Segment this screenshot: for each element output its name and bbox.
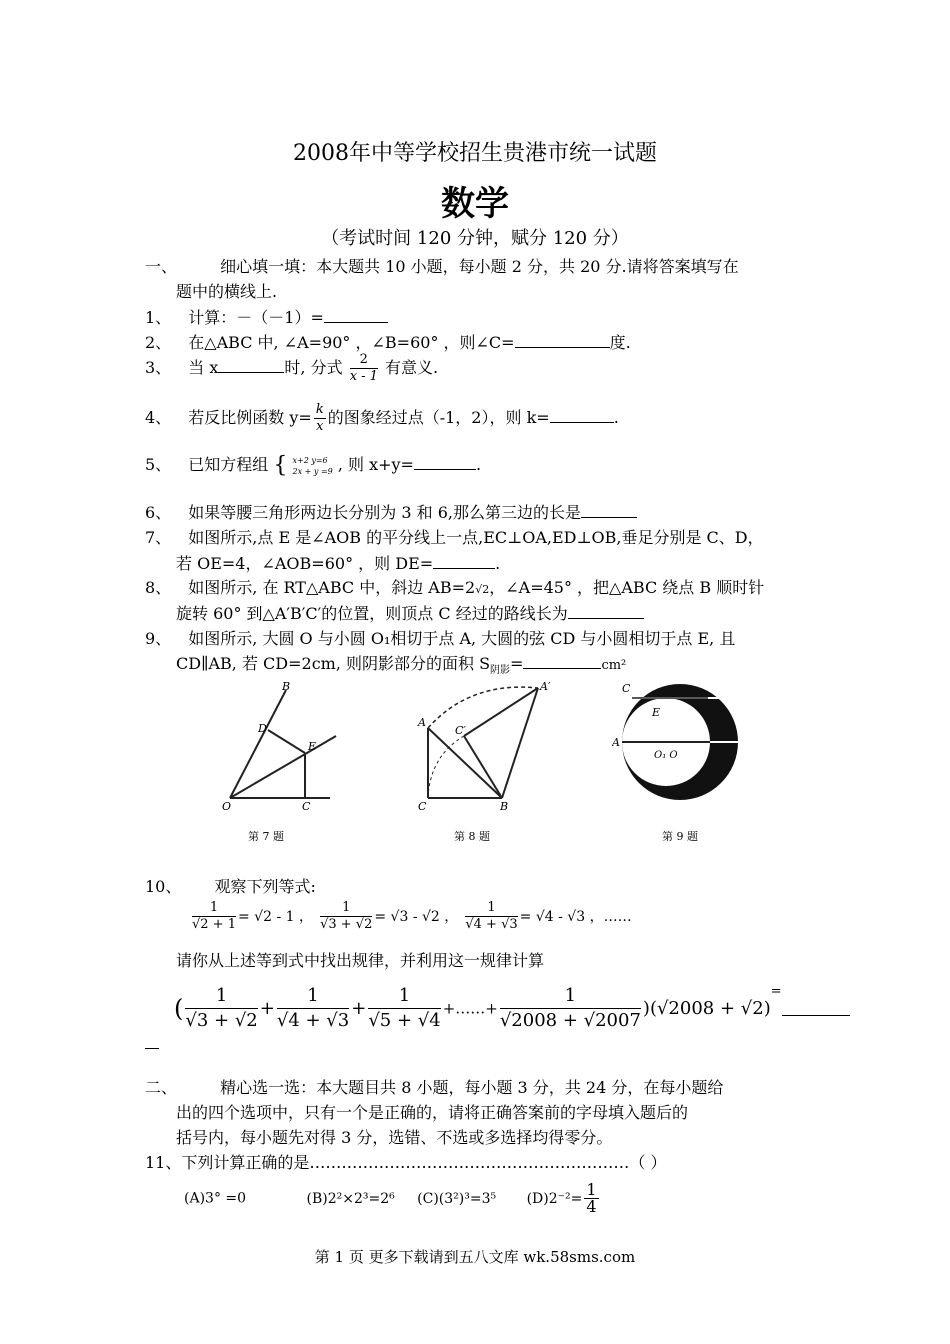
- question-text: 如图所示, 大圆 O 与小圆 O₁相切于点 A, 大圆的弦 CD 与小圆相切于点 E, 且: [188, 629, 736, 648]
- numerator: 1: [320, 900, 372, 917]
- label-o1-o: O₁ O: [654, 750, 678, 761]
- question-8-line2: [176, 601, 644, 624]
- expression-tail: )(√2008 + √2): [642, 998, 771, 1019]
- numerator: k: [315, 402, 324, 417]
- equation-b: = √3 - √2 ，: [374, 909, 459, 925]
- question-2: [145, 330, 631, 353]
- ellipsis: +……+: [442, 999, 498, 1018]
- label-a: A: [418, 716, 426, 729]
- section1-heading-line2: 题中的横线上.: [176, 282, 278, 301]
- equals: =: [770, 984, 782, 999]
- question-11: [145, 1150, 666, 1173]
- denominator: √2 + 1: [192, 917, 236, 932]
- question-10-examples: [190, 900, 632, 933]
- question-number: 7、: [145, 528, 172, 547]
- fraction: [350, 352, 378, 385]
- question-text: 如图所示,点 E 是∠AOB 的平分线上一点,EC⊥OA,ED⊥OB,垂足分别是 C、D，: [188, 528, 764, 547]
- section-text: 精心选一选：本大题目共 8 小题，每小题 3 分，共 24 分，在每小题给: [220, 1078, 724, 1097]
- label-c: C: [302, 800, 311, 813]
- section2-heading-line2: 出的四个选项中，只有一个是正确的，请将正确答案前的字母填入题后的: [176, 1103, 689, 1122]
- numerator: 1: [500, 984, 641, 1009]
- subject-title: 数学: [441, 184, 509, 224]
- sqrt-value: √2: [475, 583, 490, 596]
- fraction: [368, 984, 440, 1033]
- label-e: E: [308, 740, 317, 753]
- page-footer: 第 1 页 更多下载请到五八文库 wk.58sms.com: [314, 1248, 636, 1266]
- denominator: 4: [586, 1197, 597, 1216]
- question-number: 1、: [145, 308, 172, 327]
- denominator: √3 + √2: [320, 917, 373, 932]
- equation-c: = √4 - √3 ，……: [519, 909, 632, 925]
- question-text: 计算：－（－1）=: [188, 308, 324, 327]
- exam-info: （考试时间 120 分钟，赋分 120 分）: [321, 228, 629, 249]
- question-number: 9、: [145, 629, 172, 648]
- label-o: O: [222, 800, 232, 813]
- answer-blank[interactable]: [581, 503, 637, 518]
- question-4: [145, 402, 619, 435]
- fraction: [192, 900, 236, 933]
- equation-system: [292, 455, 332, 477]
- question-text: 如果等腰三角形两边长分别为 3 和 6,那么第三边的长是: [188, 503, 581, 522]
- question-number: 11、: [145, 1153, 182, 1172]
- denominator: √2008 + √2007: [499, 1010, 641, 1031]
- fraction: [465, 900, 517, 933]
- question-number: 8、: [145, 578, 172, 597]
- question-end: .: [475, 455, 482, 474]
- exam-title: 2008年中等学校招生贵港市统一试题: [293, 141, 657, 166]
- section-number: 二、: [145, 1078, 178, 1097]
- question-text: 观察下列等式:: [214, 877, 316, 896]
- question-tail: 有意义.: [385, 358, 439, 377]
- question-text: 在△ABC 中, ∠A=90° ，∠B=60° ，则∠C=: [188, 333, 515, 352]
- question-6: [145, 500, 637, 523]
- section-text: 细心填一填：本大题共 10 小题，每小题 2 分，共 20 分.请将答案填写在: [220, 257, 739, 276]
- numerator: 1: [185, 984, 257, 1009]
- plus: +: [259, 998, 275, 1019]
- option-d[interactable]: (D)2⁻²=: [526, 1190, 583, 1207]
- label-e: E: [652, 706, 661, 719]
- numerator: 1: [586, 1180, 597, 1199]
- fraction: [185, 984, 257, 1033]
- plus: +: [351, 998, 367, 1019]
- label-a-prime: A′: [540, 680, 551, 693]
- question-7-line2: [176, 551, 500, 574]
- question-10-expression: [174, 984, 850, 1033]
- question-9: [145, 626, 735, 649]
- question-10: [145, 874, 316, 897]
- label-b: B: [739, 736, 748, 749]
- label-c: C: [418, 800, 427, 813]
- option-b[interactable]: (B)2²×2³=2⁶: [306, 1190, 395, 1207]
- equation-1: x+2 y=6: [292, 455, 328, 465]
- fraction: [584, 1182, 598, 1215]
- label-b: B: [282, 680, 291, 693]
- label-d: D: [258, 722, 267, 735]
- question-number: 10、: [145, 877, 182, 896]
- numerator: 1: [192, 900, 236, 917]
- denominator: √5 + √4: [368, 1010, 441, 1031]
- label-d: D: [726, 684, 735, 697]
- question-text: 若 OE=4，∠AOB=60° ，则 DE=: [176, 554, 434, 573]
- question-5: [145, 452, 481, 478]
- question-3: [145, 352, 438, 385]
- label-a: A: [612, 736, 620, 749]
- answer-blank-continuation[interactable]: [145, 1048, 159, 1049]
- answer-blank[interactable]: [324, 308, 388, 323]
- question-text: 若反比例函数 y=: [188, 408, 312, 427]
- equals: =: [510, 654, 524, 673]
- answer-blank[interactable]: [568, 604, 644, 619]
- label-b: B: [500, 800, 509, 813]
- question-8: [145, 575, 764, 598]
- question-7: [145, 525, 764, 548]
- question-end: .: [495, 554, 501, 573]
- answer-blank[interactable]: [550, 408, 614, 423]
- answer-blank[interactable]: [414, 455, 476, 470]
- question-11-options: [184, 1182, 601, 1215]
- question-text: 当 x: [188, 358, 219, 377]
- fraction: [500, 984, 641, 1033]
- question-text-tail: , 则 x+y=: [337, 455, 414, 474]
- question-text-tail: 的图象经过点（-1，2），则 k=: [327, 408, 550, 427]
- section1-heading: [145, 254, 739, 277]
- fraction: [320, 900, 372, 933]
- option-a[interactable]: (A)3° =0: [184, 1190, 247, 1207]
- question-tail: 度.: [609, 333, 631, 352]
- section2-heading: [145, 1075, 723, 1098]
- fraction: [277, 984, 349, 1033]
- denominator: x: [316, 419, 324, 434]
- answer-blank[interactable]: [523, 654, 601, 669]
- question-10-line2: 请你从上述等到式中找出规律，并利用这一规律计算: [176, 951, 545, 970]
- brace-icon: {: [273, 453, 288, 478]
- equation-2: 2x + y =9: [292, 466, 333, 476]
- question-text: CD∥AB, 若 CD=2cm, 则阴影部分的面积 S: [176, 654, 491, 673]
- question-number: 6、: [145, 503, 172, 522]
- figure-8: [410, 676, 560, 851]
- answer-blank[interactable]: [433, 554, 495, 569]
- numerator: 1: [465, 900, 517, 917]
- answer-blank[interactable]: [782, 1001, 850, 1016]
- section-number: 一、: [145, 257, 178, 276]
- denominator: x - 1: [349, 369, 378, 384]
- label-c: C: [622, 682, 631, 695]
- question-text: 旋转 60° 到△A′B′C′的位置，则顶点 C 经过的路线长为: [176, 604, 568, 623]
- figure-7-caption: 第 7 题: [248, 830, 284, 843]
- option-c[interactable]: (C)(3²)³=3⁵: [417, 1190, 497, 1207]
- equation-a: = √2 - 1 ，: [237, 909, 313, 925]
- figure-7: [178, 680, 358, 850]
- answer-blank[interactable]: [218, 358, 284, 373]
- figure-8-caption: 第 8 题: [454, 830, 490, 843]
- question-text: 已知方程组: [188, 455, 269, 474]
- denominator: √3 + √2: [185, 1010, 258, 1031]
- question-text-b: ，∠A=45° ，把△ABC 绕点 B 顺时针: [489, 578, 765, 597]
- numerator: 1: [277, 984, 349, 1009]
- question-number: 3、: [145, 358, 172, 377]
- question-text: 如图所示, 在 RT△ABC 中，斜边 AB=2: [188, 578, 476, 597]
- fraction: [314, 402, 326, 435]
- question-end: .: [613, 408, 619, 427]
- question-number: 4、: [145, 408, 172, 427]
- label-c-prime: C′: [455, 724, 466, 737]
- answer-blank[interactable]: [515, 333, 610, 348]
- question-text: 下列计算正确的是……………………………………………………（ ）: [181, 1153, 667, 1172]
- numerator: 1: [368, 984, 440, 1009]
- section2-heading-line3: 括号内，每小题先对得 3 分，选错、不选或多选择均得零分。: [176, 1128, 613, 1147]
- denominator: √4 + √3: [465, 917, 518, 932]
- numerator: 2: [350, 352, 378, 369]
- denominator: √4 + √3: [276, 1010, 350, 1031]
- figure-9: [612, 680, 762, 852]
- open-paren: (: [174, 994, 184, 1023]
- subscript: 阴影: [490, 665, 511, 677]
- question-1: [145, 305, 388, 328]
- question-number: 5、: [145, 455, 172, 474]
- question-number: 2、: [145, 333, 172, 352]
- question-9-line2: [176, 651, 626, 676]
- figure-9-caption: 第 9 题: [662, 830, 698, 843]
- question-text-mid: 时, 分式: [284, 358, 343, 377]
- unit: cm²: [601, 658, 627, 673]
